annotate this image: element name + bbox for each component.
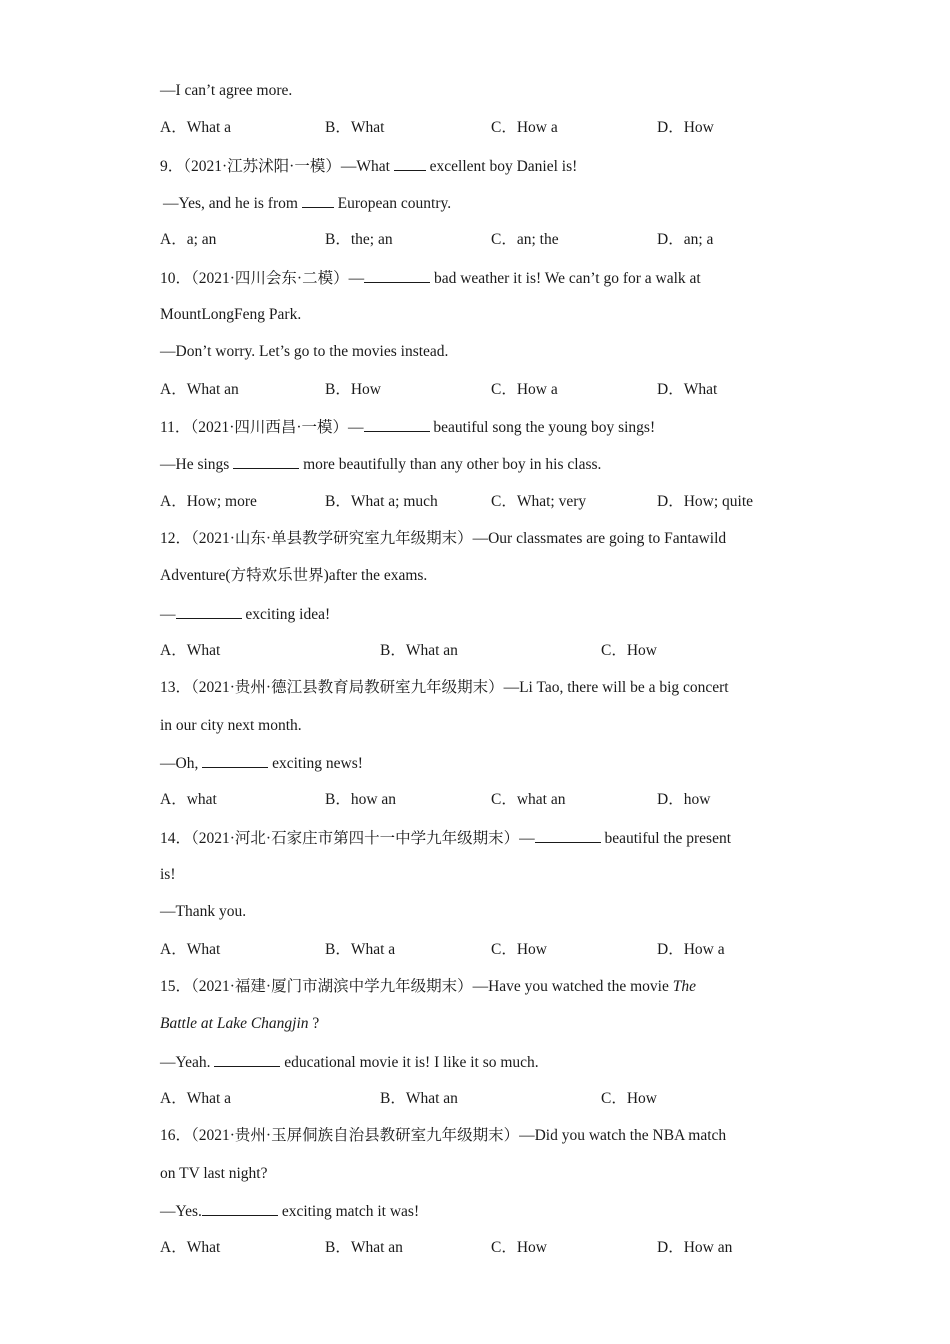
q16-blank[interactable] [202, 1201, 278, 1216]
q12-stem [160, 529, 726, 549]
q12-response-a: — [160, 606, 176, 623]
q9-response-b: European country. [337, 195, 452, 212]
q16-option-b[interactable]: B．What an [325, 1239, 403, 1256]
q9-source: （2021·江苏沭阳·一模） [183, 158, 341, 175]
q15-movie-title-a: The [672, 978, 696, 995]
q11-blank-2[interactable] [233, 454, 299, 469]
q10-option-c[interactable]: C．How a [491, 381, 558, 398]
q14-option-b[interactable]: B．What a [325, 941, 396, 958]
q10-number: 10． [160, 270, 192, 287]
q15-option-a[interactable]: A．What a [160, 1090, 232, 1107]
q11-response [160, 454, 601, 475]
q16-response-b: exciting match it was! [281, 1203, 420, 1220]
q14-source: （2021·河北·石家庄市第四十一中学九年级期末） [191, 830, 520, 847]
q12-option-b[interactable]: B．What an [380, 642, 458, 659]
q9-option-a[interactable]: A．a; an [160, 231, 217, 248]
q15-response-a: —Yeah. [160, 1054, 211, 1071]
q14-option-d[interactable]: D．How a [657, 941, 725, 958]
q11-stem-a: — [348, 419, 364, 436]
q15-movie-title-b: Battle at Lake Changjin [160, 1015, 309, 1032]
q10-option-d[interactable]: D．What [657, 381, 718, 398]
q9-option-d[interactable]: D．an; a [657, 231, 714, 248]
q9-response [163, 193, 451, 214]
q10-stem [160, 268, 701, 289]
q15-stem-a: —Have you watched the movie [472, 978, 669, 995]
q15-stem-line-2 [160, 1014, 319, 1034]
q15-response [160, 1052, 539, 1073]
q15-option-b[interactable]: B．What an [380, 1090, 458, 1107]
q10-blank[interactable] [364, 268, 430, 283]
q11-source: （2021·四川西昌·一模） [190, 419, 349, 436]
q15-response-b: educational movie it is! I like it so much. [284, 1054, 539, 1071]
q11-response-a: —He sings [160, 456, 230, 473]
q10-option-a[interactable]: A．What an [160, 381, 239, 398]
q15-stem [160, 977, 696, 997]
q14-stem-c: is! [160, 866, 176, 883]
q8-option-b[interactable]: B．What [325, 119, 385, 136]
q14-option-c[interactable]: C．How [491, 941, 547, 958]
q16-option-a[interactable]: A．What [160, 1239, 221, 1256]
q14-blank[interactable] [535, 828, 601, 843]
q11-option-a[interactable]: A．How; more [160, 493, 257, 510]
q13-option-b[interactable]: B．how an [325, 791, 397, 808]
q8-option-a[interactable]: A．What a [160, 119, 232, 136]
q14-stem [160, 828, 731, 849]
q12-option-a[interactable]: A．What [160, 642, 221, 659]
q15-blank[interactable] [214, 1052, 280, 1067]
q12-response [160, 604, 330, 625]
q13-response-b: exciting news! [272, 755, 363, 772]
q13-option-d[interactable]: D．how [657, 791, 711, 808]
q14-stem-a: — [519, 830, 535, 847]
q12-stem-b: Adventure(方特欢乐世界)after the exams. [160, 567, 428, 584]
q16-stem [160, 1126, 726, 1146]
q16-response-a: —Yes. [160, 1203, 202, 1220]
q10-stem-c: MountLongFeng Park. [160, 306, 302, 323]
q13-response-a: —Oh, [160, 755, 199, 772]
q15-source: （2021·福建·厦门市湖滨中学九年级期末） [191, 978, 473, 995]
q13-stem-b: in our city next month. [160, 717, 302, 734]
q15-number: 15． [160, 978, 192, 995]
q8-option-d[interactable]: D．How [657, 119, 714, 136]
q9-number: 9． [160, 158, 184, 175]
q12-source: （2021·山东·单县教学研究室九年级期末） [191, 530, 473, 547]
q16-source: （2021·贵州·玉屏侗族自治县教研室九年级期末） [191, 1127, 520, 1144]
q8-response: —I can’t agree more. [160, 82, 293, 99]
q9-option-b[interactable]: B．the; an [325, 231, 393, 248]
q11-stem [160, 417, 655, 438]
q16-number: 16． [160, 1127, 192, 1144]
q12-blank[interactable] [176, 604, 242, 619]
q16-option-c[interactable]: C．How [491, 1239, 547, 1256]
q13-stem-a: —Li Tao, there will be a big concert [503, 679, 729, 696]
q14-option-a[interactable]: A．What [160, 941, 221, 958]
q13-source: （2021·贵州·德江县教育局教研室九年级期末） [191, 679, 504, 696]
q12-response-b: exciting idea! [245, 606, 331, 623]
q10-response: —Don’t worry. Let’s go to the movies instead. [160, 343, 449, 360]
q13-stem [160, 678, 729, 698]
q11-option-d[interactable]: D．How; quite [657, 493, 754, 510]
q9-stem-b: excellent boy Daniel is! [429, 158, 578, 175]
q11-blank-1[interactable] [364, 417, 430, 432]
q13-response [160, 753, 363, 774]
q15-stem-b: ? [312, 1015, 320, 1032]
q16-stem-a: —Did you watch the NBA match [519, 1127, 727, 1144]
q10-source: （2021·四川会东·二模） [191, 270, 349, 287]
q16-option-d[interactable]: D．How an [657, 1239, 733, 1256]
q16-response [160, 1201, 419, 1222]
q14-response: —Thank you. [160, 903, 247, 920]
q13-blank[interactable] [202, 753, 268, 768]
q9-option-c[interactable]: C．an; the [491, 231, 559, 248]
q13-number: 13． [160, 679, 192, 696]
q11-number: 11． [160, 419, 191, 436]
q12-stem-a: —Our classmates are going to Fantawild [472, 530, 727, 547]
q11-option-c[interactable]: C．What; very [491, 493, 587, 510]
q13-option-c[interactable]: C．what an [491, 791, 566, 808]
q11-stem-b: beautiful song the young boy sings! [433, 419, 656, 436]
q12-number: 12． [160, 530, 192, 547]
q9-stem-a: —What [340, 158, 390, 175]
q9-blank-1[interactable] [394, 156, 426, 171]
q14-stem-b: beautiful the present [604, 830, 732, 847]
q16-stem-b: on TV last night? [160, 1165, 268, 1182]
q11-response-b: more beautifully than any other boy in his class. [303, 456, 602, 473]
q10-option-b[interactable]: B．How [325, 381, 381, 398]
q14-number: 14． [160, 830, 192, 847]
q12-option-c[interactable]: C．How [601, 642, 657, 659]
q10-stem-a: — [348, 270, 365, 287]
q8-option-c[interactable]: C．How a [491, 119, 558, 136]
q15-option-c[interactable]: C．How [601, 1090, 657, 1107]
q11-option-b[interactable]: B．What a; much [325, 493, 438, 510]
q10-stem-b: bad weather it is! We can’t go for a walk at [433, 270, 701, 287]
q13-option-a[interactable]: A．what [160, 791, 217, 808]
q9-response-a: —Yes, and he is from [163, 195, 298, 212]
q9-blank-2[interactable] [302, 193, 334, 208]
q9-stem [160, 156, 577, 177]
